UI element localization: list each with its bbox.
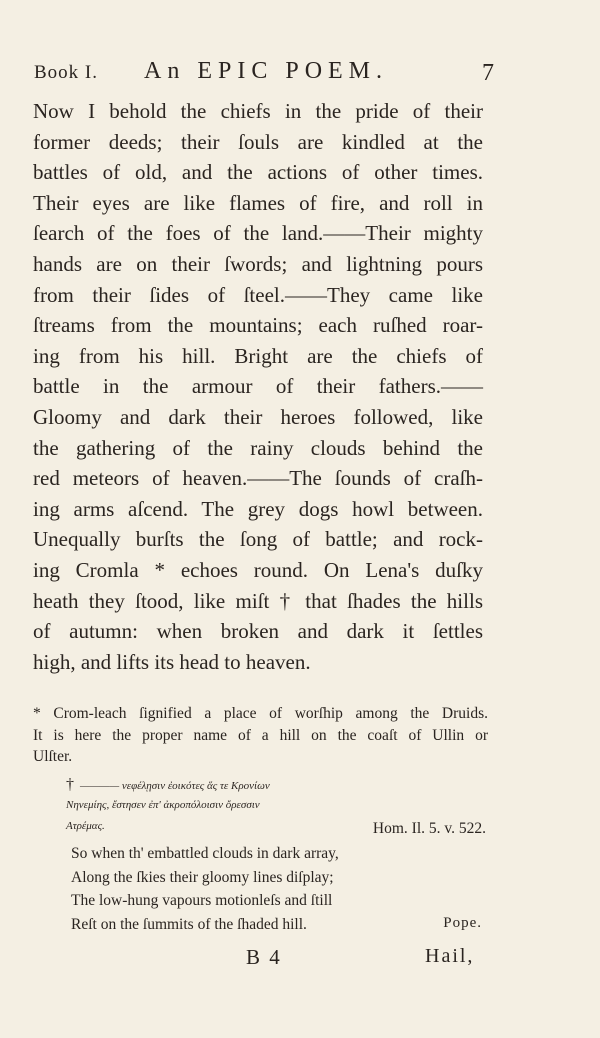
book-label: Book I. (34, 62, 98, 83)
page-title: An EPIC POEM. (144, 58, 389, 84)
page-number: 7 (482, 60, 494, 86)
greek-line: Ατρέμας. (66, 820, 105, 832)
greek-line (66, 774, 486, 795)
running-header (34, 58, 494, 92)
text-line: heath they ſtood, like miſt † that ſhades the hills (33, 588, 483, 613)
text-line: ſtreams from the mountains; each ruſhed roar- (33, 313, 483, 338)
verse-attribution: Pope. (443, 915, 482, 931)
text-line: Unequally burſts the ſong of battle; and rock- (33, 527, 483, 552)
homer-citation: Hom. Il. 5. v. 522. (372, 820, 486, 837)
greek-quotation (66, 774, 486, 837)
text-line: ing Cromla * echoes round. On Lena's duſky (33, 557, 483, 582)
greek-text: ———— νεφέλῃσιν ἐοικότες ἅς τε Κρονίων (80, 780, 270, 792)
text-line: hands are on their ſwords; and lightning pours (33, 251, 483, 276)
dagger-mark: † (66, 776, 74, 793)
footnote (33, 703, 488, 768)
verse-line: Along the ſkies their gloomy lines diſplay; (71, 868, 334, 886)
verse-line: The low-hung vapours motionleſs and ſtill (71, 892, 333, 909)
text-line: Their eyes are like flames of fire, and roll in (33, 190, 483, 215)
text-line: the gathering of the rainy clouds behind the (33, 435, 483, 460)
footnote-line: It is here the proper name of a hill on the coaſt of Ullin or (33, 726, 488, 744)
text-line: Gloomy and dark their heroes followed, like (33, 404, 483, 429)
footnote-line: Ulſter. (33, 748, 73, 765)
verse-translation (71, 842, 486, 936)
text-line: ing from his hill. Bright are the chiefs of (33, 343, 483, 368)
signature-mark: B 4 (246, 945, 282, 969)
text-line: ſearch of the foes of the land.——Their mighty (33, 221, 483, 246)
text-line: ing arms aſcend. The grey dogs howl between. (33, 496, 483, 521)
text-line: red meteors of heaven.——The ſounds of craſh- (33, 466, 483, 491)
catchword: Hail, (425, 945, 475, 967)
text-line: former deeds; their ſouls are kindled at the (33, 129, 483, 154)
text-line: from their ſides of ſteel.——They came like (33, 282, 483, 307)
text-line: Now I behold the chiefs in the pride of their (33, 99, 483, 123)
text-line: of autumn: when broken and dark it ſettles (33, 619, 483, 644)
text-line: high, and lifts its head to heaven. (33, 649, 311, 674)
main-text (33, 96, 483, 677)
verse-line: Reſt on the ſummits of the ſhaded hill. (71, 915, 307, 933)
text-line: battle in the armour of their fathers.—— (33, 374, 483, 399)
footnote-line: * Crom-leach ſignified a place of worſhip among the Druids. (33, 705, 488, 722)
greek-line: Νηνεμίης, ἔστησεν ἐπ' ἀκροπόλοισιν ὄρεσσιν (66, 799, 260, 811)
verse-line: So when th' embattled clouds in dark array, (71, 845, 339, 862)
text-line: battles of old, and the actions of other times. (33, 160, 483, 185)
